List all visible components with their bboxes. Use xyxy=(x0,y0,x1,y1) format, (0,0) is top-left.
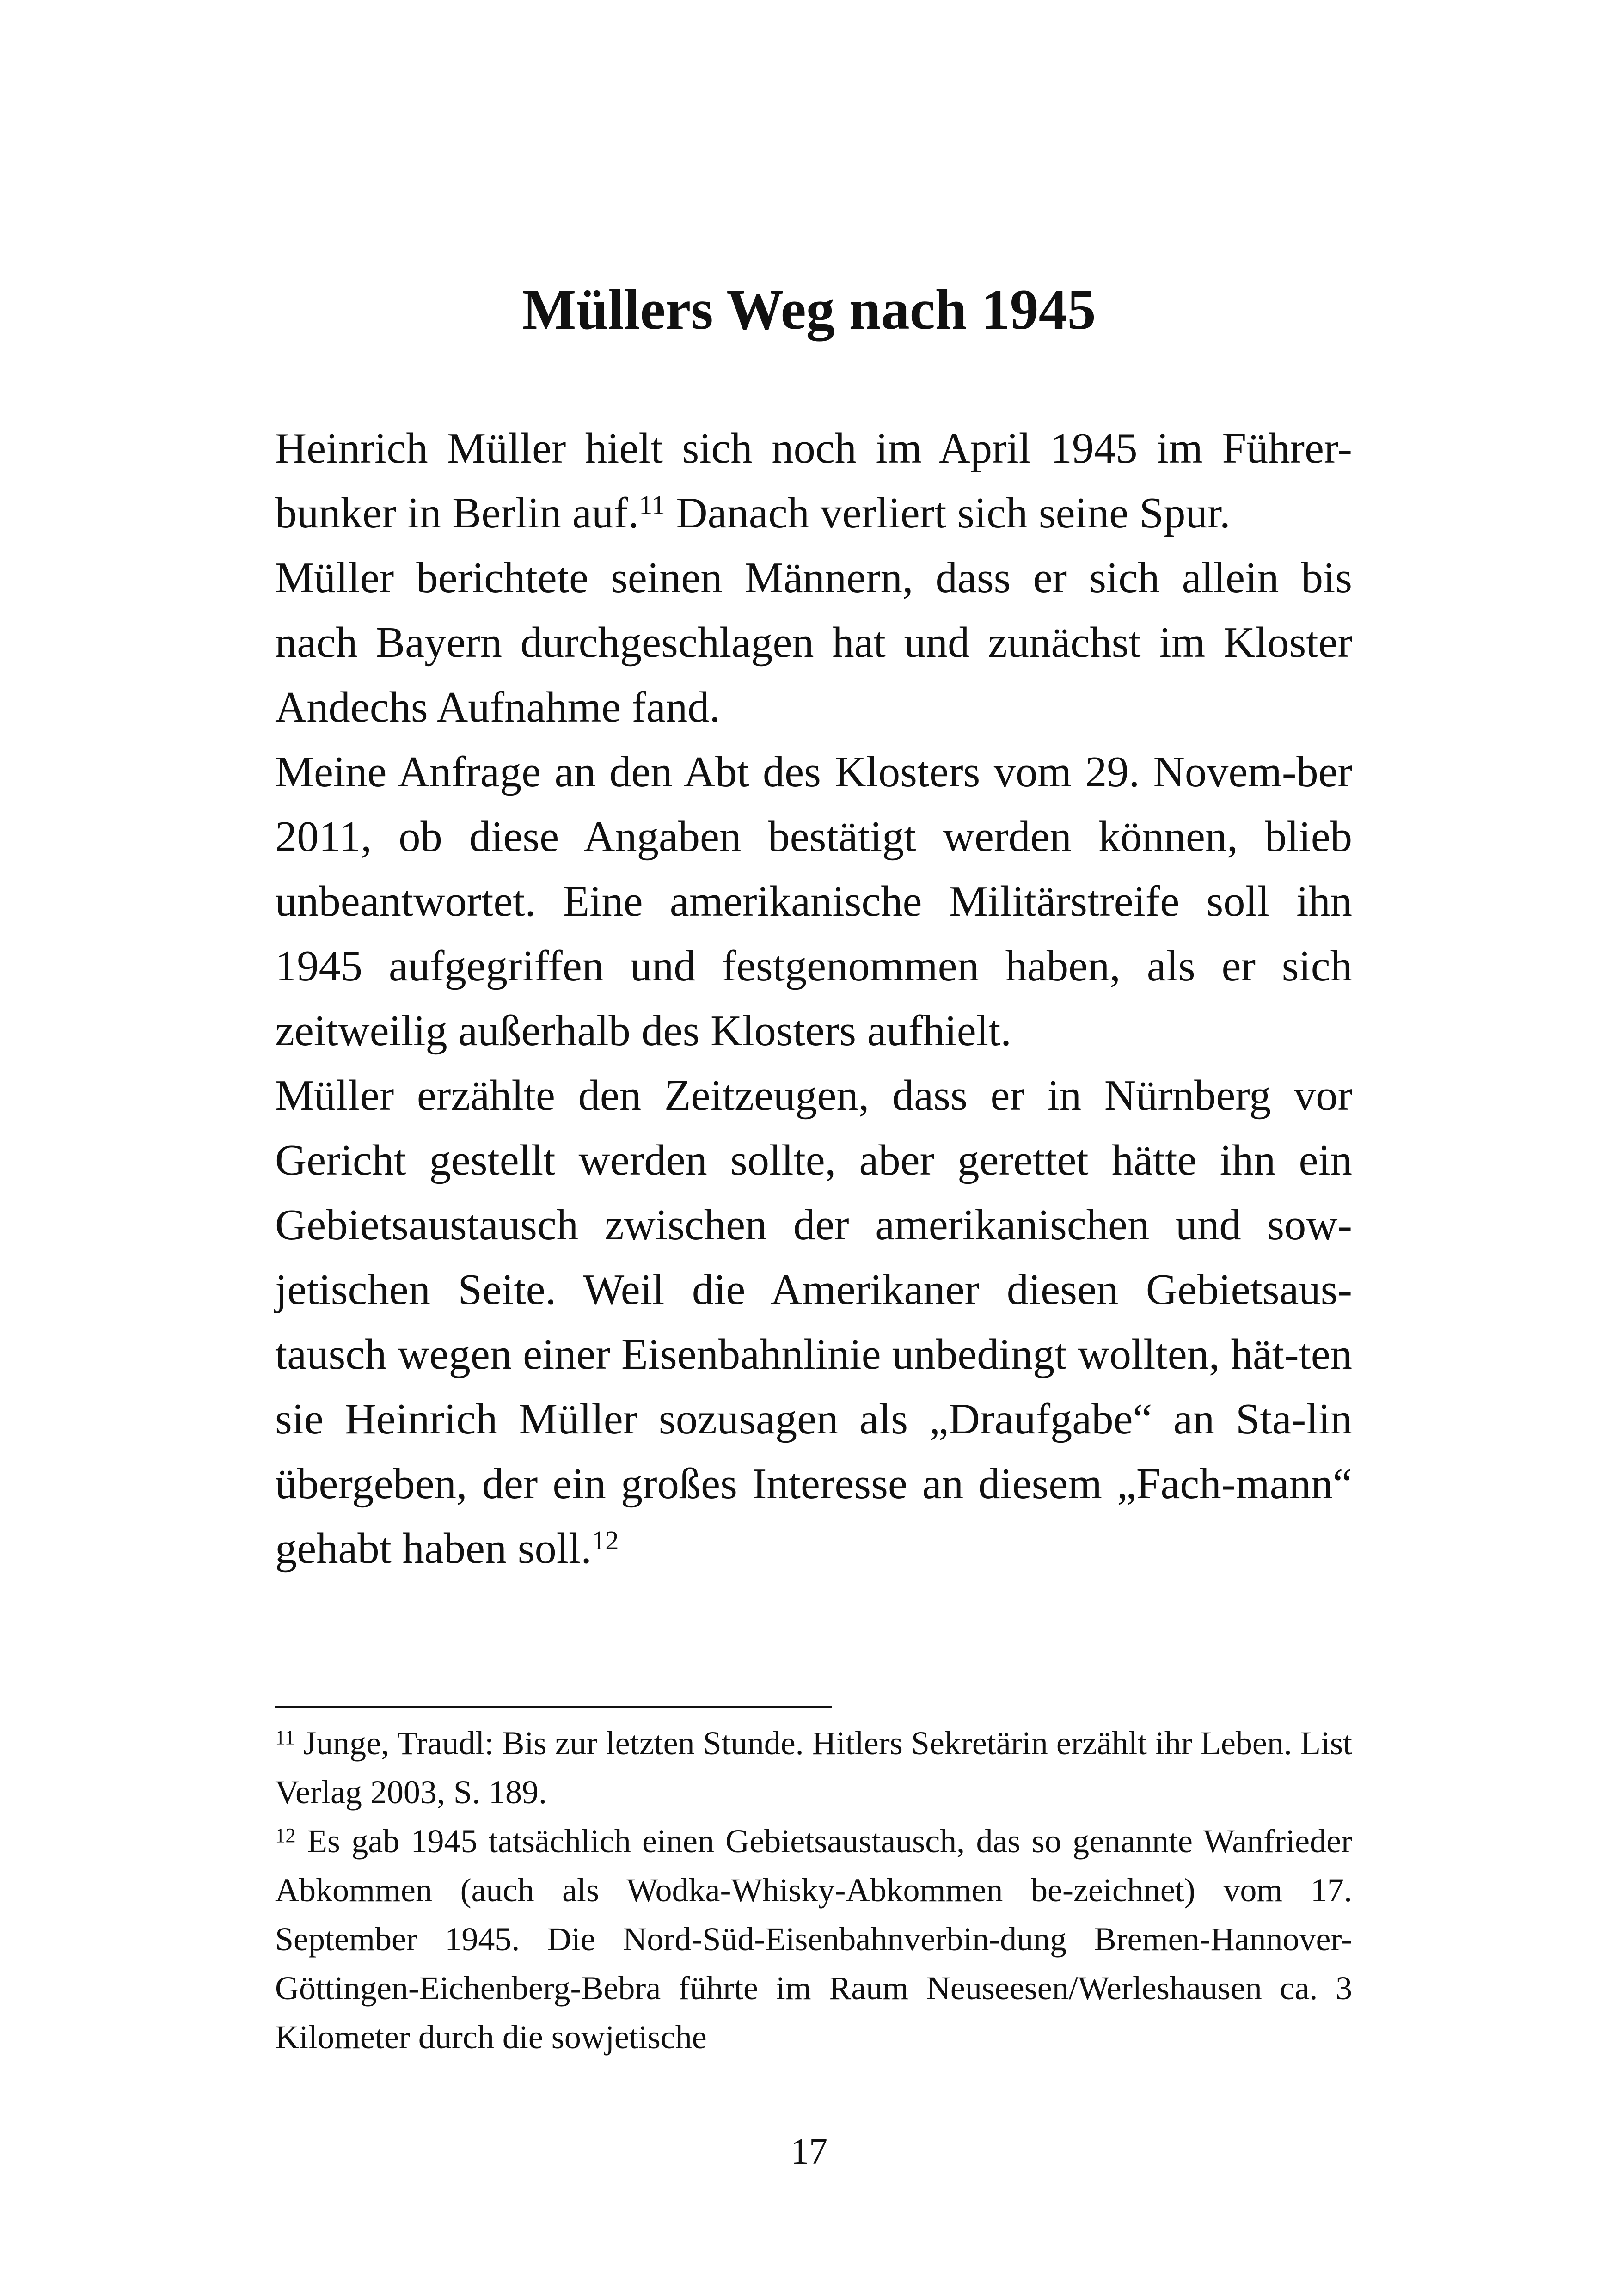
paragraph-4-text: Müller erzählte den Zeitzeugen, dass er in Nürnberg vor Gericht gestellt werden sollte, aber gerettet hätte ihn ein Gebietsaustausch zwischen der amerikanischen und sow-jetischen Seite. Weil die Amerikaner diesen Gebietsaus-tausch wegen einer Eisenbahnlinie unbedingt wollten, hät-ten sie Heinrich Müller sozusagen als „Draufgabe“ an Sta-lin übergeben, der ein großes Interesse an diesem „Fach-mann“ gehabt haben soll. xyxy=(275,1071,1352,1573)
footnote-12 xyxy=(275,1817,1352,2062)
footnotes xyxy=(275,1719,1352,2062)
footnote-separator xyxy=(275,1706,832,1708)
paragraph-1 xyxy=(275,416,1352,545)
footnote-11-text: Junge, Traudl: Bis zur letzten Stunde. Hitlers Sekretärin erzählt ihr Leben. List Verlag 2003, S. 189. xyxy=(275,1725,1352,1811)
page-number: 17 xyxy=(791,2131,827,2172)
footnote-ref-12[interactable]: 12 xyxy=(591,1525,619,1555)
chapter-title: Müllers Weg nach 1945 xyxy=(522,278,1096,341)
paragraph-3: Meine Anfrage an den Abt des Klosters vom 29. Novem-ber 2011, ob diese Angaben bestätigt werden können, blieb unbeantwortet. Eine amerikanische Militärstreife soll ihn 1945 aufgegriffen und festgenommen haben, als er sich zeitweilig außerhalb des Klosters aufhielt. xyxy=(275,748,1352,1055)
paragraph-4 xyxy=(275,1063,1352,1581)
body-text xyxy=(275,416,1352,1581)
footnote-number-12: 12 xyxy=(275,1823,296,1847)
footnote-number-11: 11 xyxy=(275,1725,295,1749)
paragraph-2: Müller berichtete seinen Männern, dass er sich allein bis nach Bayern durchgeschlagen hat und zunächst im Kloster Andechs Aufnahme fand. xyxy=(275,554,1352,731)
footnote-ref-11[interactable]: 11 xyxy=(639,490,665,520)
paragraph-1-text: Heinrich Müller hielt sich noch im April 1945 im Führer-bunker in Berlin auf. xyxy=(275,424,1352,537)
footnote-12-text: Es gab 1945 tatsächlich einen Gebietsaustausch, das so genannte Wanfrieder Abkommen (auch als Wodka-Whisky-Abkommen be-zeichnet) vom 17. September 1945. Die Nord-Süd-Eisenbahnverbin-dung Bremen-Hannover-Göttingen-Eichenberg-Bebra führte im Raum Neuseesen/Werleshausen ca. 3 Kilometer durch die sowjetische xyxy=(275,1823,1352,2056)
footnote-11 xyxy=(275,1719,1352,1817)
paragraph-1-text-after: Danach verliert sich seine Spur. xyxy=(665,489,1231,537)
